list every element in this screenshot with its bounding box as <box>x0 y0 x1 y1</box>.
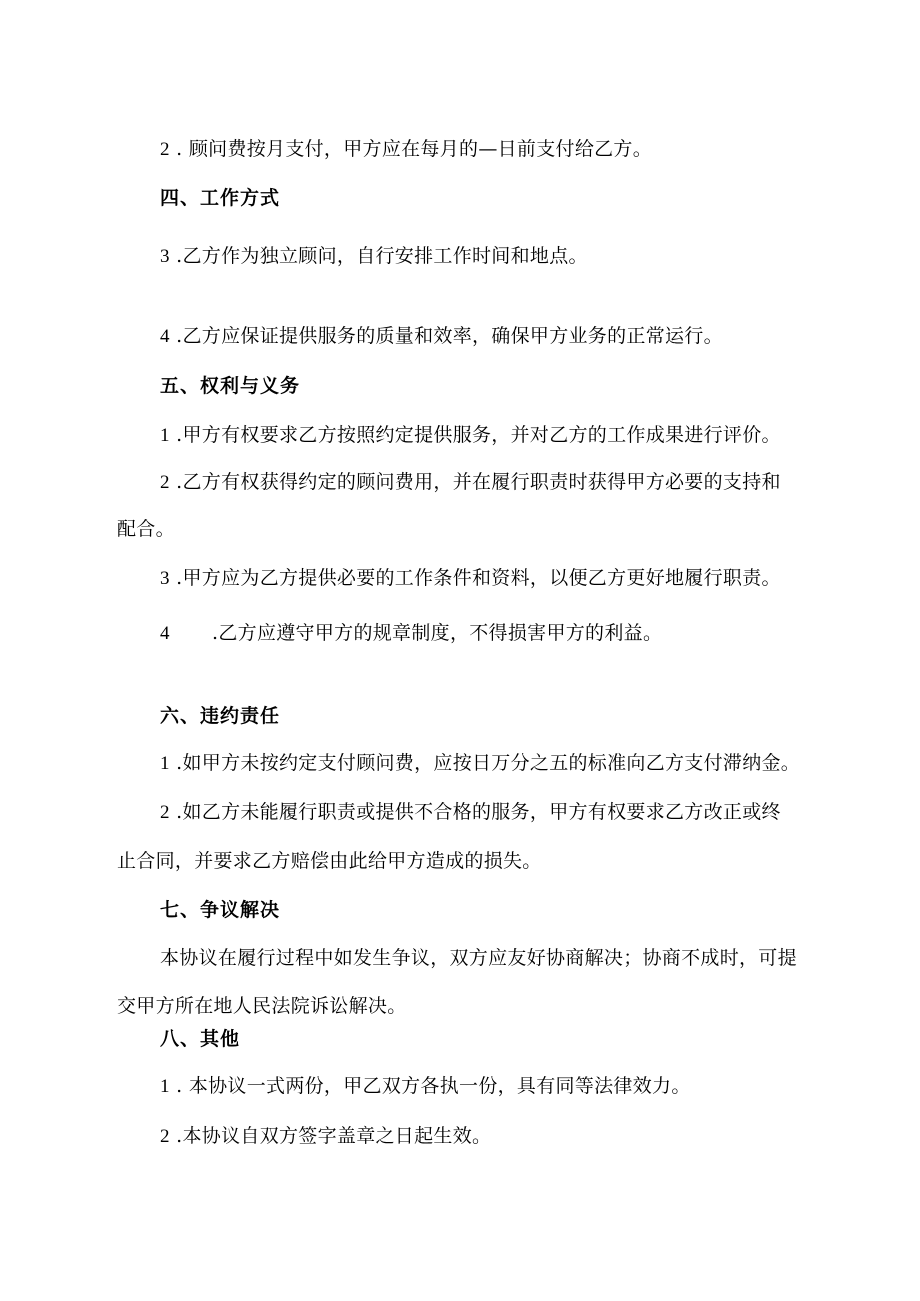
clause-text: .乙方作为独立顾问，自行安排工作时间和地点。 <box>176 245 588 267</box>
section-heading-8: 八、其他 <box>160 1028 241 1050</box>
clause-8-1 <box>160 1073 691 1100</box>
section-heading-5: 五、权利与义务 <box>160 375 301 397</box>
dispute-paragraph-continued: 交甲方所在地人民法院诉讼解决。 <box>117 995 407 1017</box>
clause-text: .乙方应保证提供服务的质量和效率，确保甲方业务的正常运行。 <box>176 325 723 347</box>
clause-number: 4 <box>160 623 170 644</box>
clause-number: 2 <box>160 139 170 160</box>
clause-5-3 <box>160 565 781 592</box>
clause-5-2-continued: 配合。 <box>117 518 175 540</box>
clause-6-2 <box>160 799 781 826</box>
clause-number: 2 <box>160 1126 170 1147</box>
clause-text: .乙方有权获得约定的顾问费用，并在履行职责时获得甲方必要的支持和 <box>176 471 781 493</box>
clause-text: .本协议自双方签字盖章之日起生效。 <box>176 1125 492 1147</box>
dispute-paragraph: 本协议在履行过程中如发生争议，双方应友好协商解决；协商不成时，可提 <box>160 947 797 969</box>
clause-number: 1 <box>160 1076 170 1097</box>
clause-6-1 <box>160 750 800 777</box>
clause-number: 1 <box>160 425 170 446</box>
clause-text: .甲方有权要求乙方按照约定提供服务，并对乙方的工作成果进行评价。 <box>176 424 781 446</box>
clause-number: 3 <box>160 246 170 267</box>
clause-number: 4 <box>160 326 170 347</box>
clause-8-2 <box>160 1123 491 1150</box>
clause-text: .如乙方未能履行职责或提供不合格的服务，甲方有权要求乙方改正或终 <box>176 801 781 823</box>
clause-4-4 <box>160 323 723 350</box>
section-heading-6: 六、违约责任 <box>160 705 281 727</box>
clause-number: 3 <box>160 568 170 589</box>
section-heading-7: 七、争议解决 <box>160 899 281 921</box>
clause-5-1 <box>160 422 781 449</box>
clause-text: .如甲方未按约定支付顾问费，应按日万分之五的标准向乙方支付滞纳金。 <box>176 752 801 774</box>
clause-number: 2 <box>160 472 170 493</box>
clause-5-2 <box>160 469 781 496</box>
section-heading-4: 四、工作方式 <box>160 187 281 209</box>
clause-text: . 顾问费按月支付，甲方应在每月的—日前支付给乙方。 <box>176 138 653 160</box>
clause-6-2-continued: 止合同，并要求乙方赔偿由此给甲方造成的损失。 <box>117 850 542 872</box>
clause-3-2 <box>160 136 652 163</box>
clause-text: . 本协议一式两份，甲乙双方各执一份，具有同等法律效力。 <box>176 1075 691 1097</box>
clause-number: 2 <box>160 802 170 823</box>
clause-4-3 <box>160 243 588 270</box>
clause-5-4 <box>160 620 662 647</box>
clause-text: .甲方应为乙方提供必要的工作条件和资料，以便乙方更好地履行职责。 <box>176 567 781 589</box>
clause-number: 1 <box>160 753 170 774</box>
clause-text: .乙方应遵守甲方的规章制度，不得损害甲方的利益。 <box>212 622 663 644</box>
